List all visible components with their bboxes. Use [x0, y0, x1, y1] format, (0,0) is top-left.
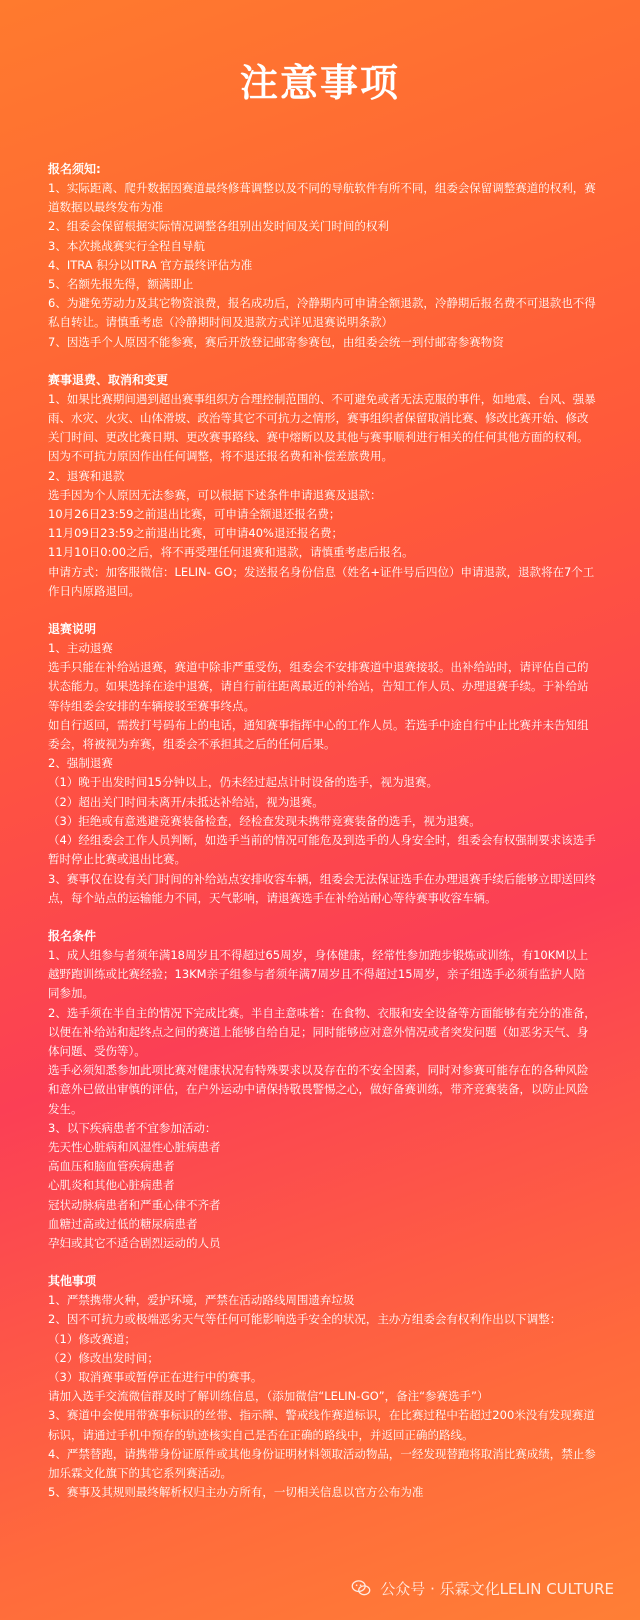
section-gap: [48, 908, 596, 927]
notice-line: 3、以下疾病患者不宜参加活动：: [48, 1120, 217, 1135]
notice-line: （1）修改赛道；: [48, 1331, 136, 1346]
notice-line: 先天性心脏病和风湿性心脏病患者: [48, 1139, 221, 1154]
notice-line: 4、严禁替跑，请携带身份证原件或其他身份证明材料领取活动物品，一经发现替跑将取消比赛成绩，禁止参加乐霖文化旗下的其它系列赛活动。: [48, 1446, 596, 1480]
wechat-icon: [350, 1577, 372, 1599]
notice-line: （1）晚于出发时间15分钟以上，仍未经过起点计时设备的选手，视为退赛。: [48, 775, 438, 790]
notice-line: 6、为避免劳动力及其它物资浪费，报名成功后，冷静期内可申请全额退款，冷静期后报名费不可退款也不得私自转让。请慎重考虑（冷静期时间及退款方式详见退赛说明条款）: [48, 296, 596, 330]
notice-line: 1、实际距离、爬升数据因赛道最终修葺调整以及不同的导航软件有所不同，组委会保留调整赛道的权利，赛道数据以最终发布为准: [48, 181, 596, 215]
section-heading: 其他事项: [48, 1274, 97, 1289]
notice-section: [48, 927, 596, 1253]
notice-line: 11月10日0:00之后，将不再受理任何退赛和退款，请慎重考虑后报名。: [48, 545, 414, 560]
section-heading: 报名条件: [48, 928, 97, 943]
watermark: [350, 1576, 614, 1600]
notice-line: 3、赛道中会使用带赛事标识的丝带、指示牌、警戒线作赛道标识，在比赛过程中若超过200米没有发现赛道标识，请通过手机中预存的轨迹核实自己是否在正确的路线中，并返回正确的路线。: [48, 1408, 595, 1442]
notice-line: 7、因选手个人原因不能参赛，赛后开放登记邮寄参赛包，由组委会统一到付邮寄参赛物资: [48, 334, 504, 349]
notice-line: 1、严禁携带火种，爱护环境，严禁在活动路线周围遗弃垃圾: [48, 1293, 355, 1308]
notice-line: （3）取消赛事或暂停正在进行中的赛事。: [48, 1369, 263, 1384]
notice-line: 1、成人组参与者须年满18周岁且不得超过65周岁，身体健康，经常性参加跑步锻炼或训练，有10KM以上越野跑训练或比赛经验；13KM亲子组参与者须年满7周岁且不得超过15周岁，亲子组选手必须有监护人陪同参加。: [48, 947, 589, 1001]
section-gap: [48, 352, 596, 371]
notice-line: （2）超出关门时间未离开/未抵达补给站，视为退赛。: [48, 794, 324, 809]
notice-line: 1、如果比赛期间遇到超出赛事组织方合理控制范围的、不可避免或者无法克服的事件，如地震、台风、强暴雨、水灾、火灾、山体滑坡、政治等其它不可抗力之情形，赛事组织者保留取消比赛、修改比赛开始、修改关门时间、更改比赛日期、更改赛事路线、赛中熔断以及其他与赛事顺利进行相关的任何其他方面的权利。因为不可抗力原因作出任何调整，将不退还报名费和补偿差旅费用。: [48, 391, 596, 464]
notice-line: 申请方式：加客服微信：LELIN- GO；发送报名身份信息（姓名+证件号后四位）申请退款，退款将在7个工作日内原路退回。: [48, 564, 595, 598]
notice-line: 心肌炎和其他心脏病患者: [48, 1178, 175, 1193]
section-heading: 赛事退费、取消和变更: [48, 372, 169, 387]
watermark-text: 公众号 · 乐霖文化LELIN CULTURE: [380, 1579, 614, 1598]
notice-line: 请加入选手交流微信群及时了解训练信息，（添加微信“LELIN-GO”，备注“参赛选手”）: [48, 1389, 489, 1404]
notice-line: 3、本次挑战赛实行全程自导航: [48, 238, 205, 253]
notice-section: [48, 1272, 596, 1502]
notice-line: （4）经组委会工作人员判断，如选手当前的情况可能危及到选手的人身安全时，组委会有权强制要求该选手暂时停止比赛或退出比赛。: [48, 833, 596, 867]
section-heading: 报名须知:: [48, 162, 101, 176]
notice-section: [48, 371, 596, 601]
notice-section: [48, 160, 596, 352]
notice-line: 1、主动退赛: [48, 641, 113, 656]
notice-line: 选手因为个人原因无法参赛，可以根据下述条件申请退赛及退款：: [48, 487, 382, 502]
notice-line: 2、因不可抗力或极端恶劣天气等任何可能影响选手安全的状况，主办方组委会有权利作出以下调整：: [48, 1312, 562, 1327]
notice-line: （2）修改出发时间；: [48, 1350, 159, 1365]
notice-line: 2、强制退赛: [48, 756, 113, 771]
notice-line: 高血压和脑血管疾病患者: [48, 1159, 175, 1174]
section-gap: [48, 1253, 596, 1272]
notice-line: 4、ITRA 积分以ITRA 官方最终评估为准: [48, 257, 253, 272]
notice-line: 5、名额先报先得，额满即止: [48, 277, 194, 292]
notice-line: 选手只能在补给站退赛，赛道中除非严重受伤，组委会不安排赛道中退赛接驳。出补给站时，请评估自己的状态能力。如果选择在途中退赛，请自行前往距离最近的补给站，告知工作人员、办理退赛手续。于补给站等待组委会安排的车辆接驳至赛事终点。: [48, 660, 589, 713]
notice-line: 5、赛事及其规则最终解析权归主办方所有，一切相关信息以官方公布为准: [48, 1485, 424, 1500]
page-title: 注意事项: [239, 61, 400, 105]
section-heading: 退赛说明: [48, 622, 97, 637]
notice-line: 2、退赛和退款: [48, 468, 125, 483]
notice-line: 冠状动脉病患者和严重心律不齐者: [48, 1197, 221, 1212]
notice-line: 3、赛事仅在设有关门时间的补给站点安排收容车辆，组委会无法保证选手在办理退赛手续后能够立即送回终点，每个站点的运输能力不同，天气影响，请退赛选手在补给站耐心等待赛事收容车辆。: [48, 871, 596, 905]
section-gap: [48, 601, 596, 620]
notice-line: 如自行返回，需拨打号码布上的电话，通知赛事指挥中心的工作人员。若选手中途自行中止比赛并未告知组委会，将被视为弃赛，组委会不承担其之后的任何后果。: [48, 717, 589, 752]
notice-line: 10月26日23:59之前退出比赛，可申请全额退还报名费；: [48, 507, 341, 522]
notice-line: （3）拒绝或有意逃避竞赛装备检查，经检查发现未携带竞赛装备的选手，视为退赛。: [48, 813, 481, 828]
notice-line: 2、选手须在半自主的情况下完成比赛。半自主意味着：在食物、衣服和安全设备等方面能够有充分的准备，以便在补给站和起终点之间的赛道上能够自给自足；同时能够应对意外情况或者突发问题（如恶劣天气、身体问题、受伤等）。: [48, 1005, 596, 1058]
notice-content: [48, 160, 596, 1502]
notice-line: 11月09日23:59之前退出比赛，可申请40%退还报名费；: [48, 526, 343, 541]
notice-line: 孕妇或其它不适合剧烈运动的人员: [48, 1235, 221, 1250]
notice-line: 血糖过高或过低的糖尿病患者: [48, 1216, 198, 1231]
notice-line: 2、组委会保留根据实际情况调整各组别出发时间及关门时间的权利: [48, 219, 389, 234]
notice-line: 选手必须知悉参加此项比赛对健康状况有特殊要求以及存在的不安全因素，同时对参赛可能存在的各种风险和意外已做出审慎的评估，在户外运动中请保持敬畏警惕之心，做好备赛训练，带齐竞赛装备，以防止风险发生。: [48, 1063, 589, 1116]
notice-section: [48, 620, 596, 908]
